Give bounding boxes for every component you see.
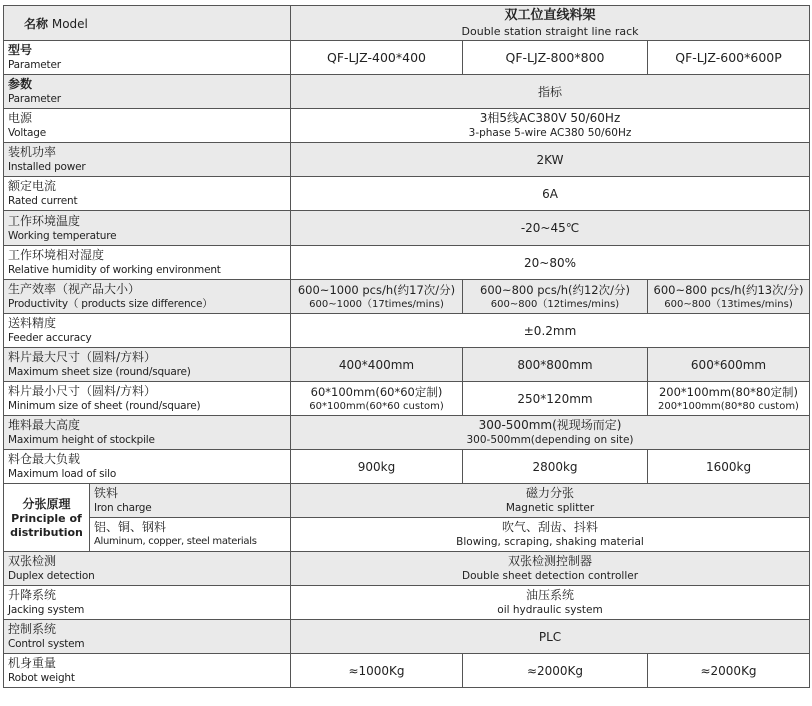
- power-label: 装机功率 Installed power: [4, 143, 291, 177]
- model-800: QF-LJZ-800*800: [463, 41, 648, 75]
- temperature-label: 工作环境温度 Working temperature: [4, 211, 291, 246]
- productivity-400: 600~1000 pcs/h(约17次/分) 600~1000（17times/mins): [291, 280, 463, 314]
- control-row: [4, 620, 810, 654]
- header-row: [4, 6, 810, 41]
- jacking-row: [4, 586, 810, 620]
- humidity-label: 工作环境相对湿度 Relative humidity of working environment: [4, 246, 291, 280]
- humidity-row: [4, 246, 810, 280]
- weight-400: ≈1000Kg: [291, 654, 463, 688]
- product-title-en: Double station straight line rack: [461, 24, 639, 38]
- jacking-label: 升降系统 Jacking system: [4, 586, 291, 620]
- min-sheet-800: 250*120mm: [463, 382, 648, 416]
- model-row-label: 型号 Parameter: [4, 41, 291, 75]
- max-sheet-800: 800*800mm: [463, 348, 648, 382]
- max-sheet-row: [4, 348, 810, 382]
- parameter-row-label: 参数 Parameter: [4, 75, 291, 109]
- distribution-aluminum-row: [4, 518, 810, 552]
- distribution-iron-row: [4, 484, 810, 518]
- weight-600p: ≈2000Kg: [648, 654, 810, 688]
- duplex-label: 双张检测 Duplex detection: [4, 552, 291, 586]
- productivity-800: 600~800 pcs/h(约12次/分) 600~800（12times/mins): [463, 280, 648, 314]
- model-600p: QF-LJZ-600*600P: [648, 41, 810, 75]
- feeder-row: [4, 314, 810, 348]
- max-sheet-400: 400*400mm: [291, 348, 463, 382]
- power-row: [4, 143, 810, 177]
- model-label-zh: 名称: [24, 16, 49, 31]
- weight-800: ≈2000Kg: [463, 654, 648, 688]
- distribution-aluminum-value: 吹气、刮齿、抖料 Blowing, scraping, shaking material: [291, 518, 810, 552]
- duplex-row: [4, 552, 810, 586]
- temperature-row: [4, 211, 810, 246]
- parameter-row: [4, 75, 810, 109]
- voltage-row: [4, 109, 810, 143]
- feeder-value: ±0.2mm: [291, 314, 810, 348]
- silo-row: [4, 450, 810, 484]
- stockpile-label: 堆料最大高度 Maximum height of stockpile: [4, 416, 291, 450]
- productivity-600p: 600~800 pcs/h(约13次/分) 600~800（13times/mins): [648, 280, 810, 314]
- silo-600p: 1600kg: [648, 450, 810, 484]
- stockpile-row: [4, 416, 810, 450]
- distribution-label: 分张原理 Principle of distribution: [4, 484, 90, 552]
- min-sheet-600p: 200*100mm(80*80定制) 200*100mm(80*80 custom): [648, 382, 810, 416]
- silo-400: 900kg: [291, 450, 463, 484]
- min-sheet-label: 料片最小尺寸（圆料/方料） Minimum size of sheet (round/square): [4, 382, 291, 416]
- parameter-value: 指标: [291, 75, 810, 109]
- power-value: 2KW: [291, 143, 810, 177]
- weight-label: 机身重量 Robot weight: [4, 654, 291, 688]
- silo-label: 料仓最大负载 Maximum load of silo: [4, 450, 291, 484]
- feeder-label: 送料精度 Feeder accuracy: [4, 314, 291, 348]
- silo-800: 2800kg: [463, 450, 648, 484]
- control-value: PLC: [291, 620, 810, 654]
- voltage-value: 3相5线AC380V 50/60Hz 3-phase 5-wire AC380 50/60Hz: [291, 109, 810, 143]
- current-row: [4, 177, 810, 211]
- jacking-value: 油压系统 oil hydraulic system: [291, 586, 810, 620]
- duplex-value: 双张检测控制器 Double sheet detection controller: [291, 552, 810, 586]
- spec-sheet: [3, 5, 809, 688]
- voltage-label: 电源 Voltage: [4, 109, 291, 143]
- model-label-cell: [4, 6, 291, 41]
- model-row: [4, 41, 810, 75]
- model-400: QF-LJZ-400*400: [291, 41, 463, 75]
- spec-table: [3, 5, 810, 688]
- product-title-zh: 双工位直线料架: [504, 7, 596, 23]
- productivity-label: 生产效率（视产品大小） Productivity（ products size difference）: [4, 280, 291, 314]
- distribution-aluminum-label: 铝、铜、钢料 Aluminum, copper, steel materials: [90, 518, 291, 552]
- stockpile-value: 300-500mm(视现场而定) 300-500mm(depending on site): [291, 416, 810, 450]
- product-title-cell: [291, 6, 810, 41]
- current-value: 6A: [291, 177, 810, 211]
- productivity-row: [4, 280, 810, 314]
- min-sheet-row: [4, 382, 810, 416]
- max-sheet-label: 料片最大尺寸（圆料/方料） Maximum sheet size (round/square): [4, 348, 291, 382]
- temperature-value: -20~45℃: [291, 211, 810, 246]
- humidity-value: 20~80%: [291, 246, 810, 280]
- distribution-iron-label: 铁料 Iron charge: [90, 484, 291, 518]
- weight-row: [4, 654, 810, 688]
- max-sheet-600p: 600*600mm: [648, 348, 810, 382]
- min-sheet-400: 60*100mm(60*60定制) 60*100mm(60*60 custom): [291, 382, 463, 416]
- control-label: 控制系统 Control system: [4, 620, 291, 654]
- distribution-iron-value: 磁力分张 Magnetic splitter: [291, 484, 810, 518]
- current-label: 额定电流 Rated current: [4, 177, 291, 211]
- model-label-en: Model: [51, 16, 88, 31]
